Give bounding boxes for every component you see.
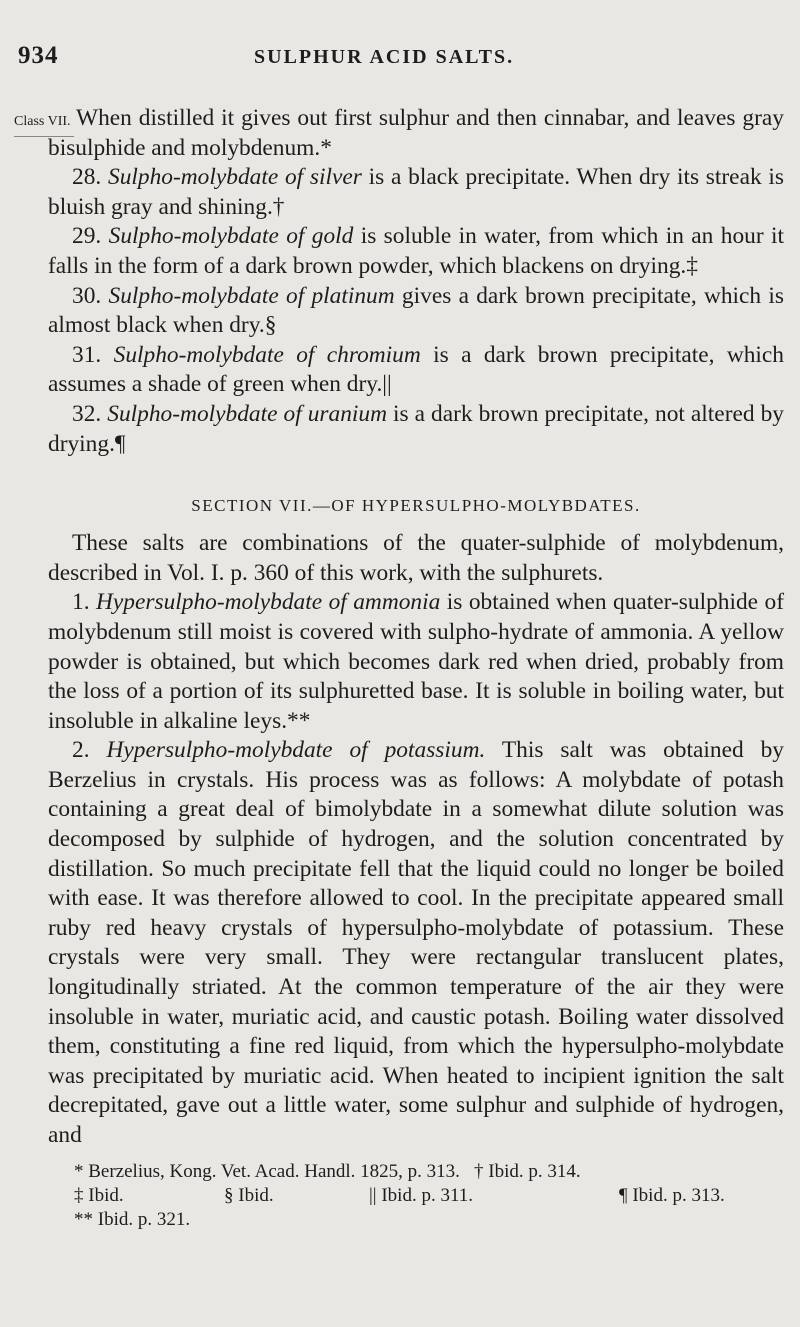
compound-title: Sulpho-molybdate of platinum — [108, 282, 395, 309]
compound-title: Sulpho-molybdate of gold — [108, 223, 354, 250]
paragraph-32 — [48, 400, 784, 459]
footnote: || Ibid. p. 311. — [369, 1185, 474, 1206]
paragraph-text: gives a dark brown precipitate, which is almost black when dry.§ — [48, 282, 784, 339]
page-header — [18, 42, 780, 76]
compound-title: Hypersulpho-molybdate of ammonia — [96, 589, 441, 616]
paragraph-h2 — [48, 736, 784, 1150]
footnote: ¶ Ibid. p. 313. — [619, 1185, 725, 1206]
footnote: § Ibid. — [224, 1185, 274, 1206]
section-heading: SECTION VII.—OF HYPERSULPHO-MOLYBDATES. — [191, 496, 641, 516]
paragraph-h1 — [48, 588, 784, 736]
paragraph-text: This salt was obtained by Berzelius in crystals. His process was as follows: A molybdate of potash containing a great deal of bimolybdate in a somewhat dilute solution was decomposed by sulphide of hydrogen, and the solution concentrated by distillation. So much precipitate fell that the liquid could no longer be boiled with ease. It was therefore allowed to cool. In the precipitate appeared small ruby red heavy crystals of hypersulpho-molybdate of potassium. These crystals were very small. They were rectangular translucent plates, longitudinally striated. At the common temperature of the air they were insoluble in water, muriatic acid, and caustic potash. Boiling water dissolved them, constituting a fine red liquid, from which the hypersulpho-molybdate was precipitated by muriatic acid. When heated to incipient ignition the salt decrepitated, gave out a little water, some sulphur and sulphide of hydrogen, and — [48, 737, 784, 1148]
paragraph-text: is obtained when quater-sulphide of molybdenum still moist is covered with sulpho-hydrate of ammonia. A yellow powder is obtained, but which becomes dark red when dried, probably from the loss of a portion of its sulphuretted base. It is soluble in boiling water, but insoluble in alkaline leys.** — [48, 589, 785, 734]
footnote: ‡ Ibid. — [74, 1185, 124, 1206]
footnote: ** Ibid. p. 321. — [74, 1209, 191, 1230]
footnote-row — [74, 1160, 794, 1184]
paragraph-distillation: When distilled it gives out first sulphur and then cinnabar, and leaves gray bisulphide and molybdenum.* — [48, 105, 784, 161]
compound-title: Hypersulpho-molybdate of potassium. — [106, 737, 486, 764]
footnote: * Berzelius, Kong. Vet. Acad. Handl. 1825, p. 313. — [74, 1161, 460, 1182]
compound-title: Sulpho-molybdate of silver — [108, 164, 362, 191]
paragraph-number: 29. — [72, 223, 102, 250]
paragraph-number: 2. — [72, 737, 90, 764]
body-text — [48, 104, 784, 1151]
paragraph-text: is a black precipitate. When dry its streak is bluish gray and shining.† — [48, 164, 784, 220]
margin-class-label: Class VII. — [14, 114, 74, 137]
paragraph-text: is soluble in water, from which in an hour it falls in the form of a dark brown powder, which blackens on drying.‡ — [48, 223, 784, 279]
paragraph-intro: These salts are combinations of the quater-sulphide of molybdenum, described in Vol. I. p. 360 of this work, with the sulphurets. — [48, 530, 784, 586]
paragraph-text: is a dark brown precipitate, which assumes a shade of green when dry.|| — [48, 341, 784, 398]
footnotes — [74, 1160, 794, 1232]
paragraph-31 — [48, 341, 784, 400]
paragraph-number: 1. — [72, 589, 90, 616]
paragraph-text: is a dark brown precipitate, not altered by drying.¶ — [48, 400, 784, 457]
running-title: SULPHUR ACID SALTS. — [254, 46, 515, 68]
page-number: 934 — [18, 42, 59, 69]
paragraph-number: 30. — [72, 282, 102, 309]
compound-title: Sulpho-molybdate of uranium — [107, 400, 387, 427]
paragraph-28 — [48, 163, 784, 222]
paragraph-number: 31. — [72, 341, 102, 368]
footnote: † Ibid. p. 314. — [474, 1161, 581, 1182]
compound-title: Sulpho-molybdate of chromium — [113, 341, 421, 368]
footnote-row — [74, 1208, 794, 1232]
paragraph-number: 28. — [72, 164, 102, 191]
paragraph-30 — [48, 282, 784, 341]
paragraph-29 — [48, 222, 784, 281]
footnote-row — [74, 1184, 794, 1208]
paragraph-number: 32. — [72, 400, 102, 427]
